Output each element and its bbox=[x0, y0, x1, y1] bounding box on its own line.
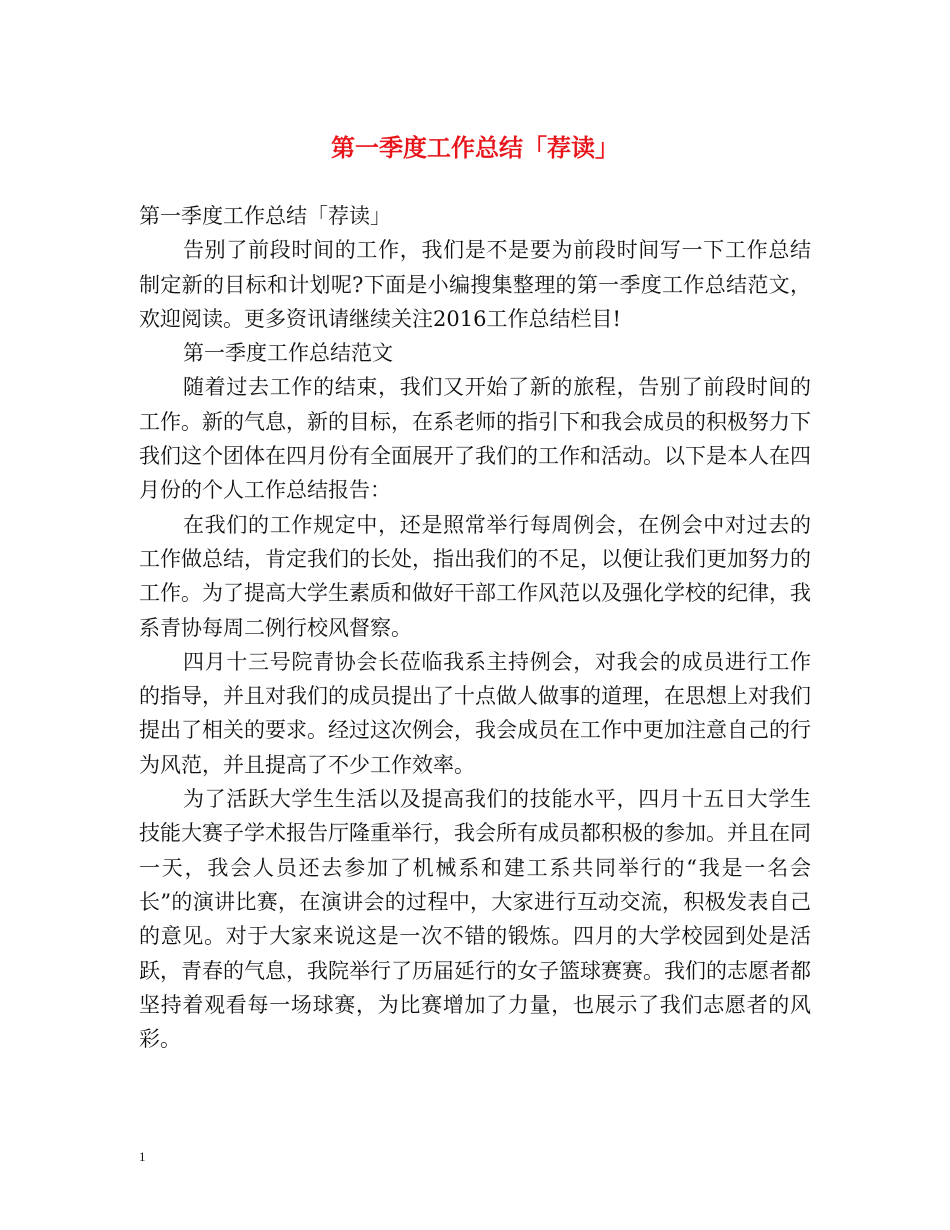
paragraph-body: 为了活跃大学生生活以及提高我们的技能水平，四月十五日大学生技能大赛子学术报告厅隆重举行，我会所有成员都积极的参加。并且在同一天，我会人员还去参加了机械系和建工系共同举行的“我是一名会长”的演讲比赛，在演讲会的过程中，大家进行互动交流，积极发表自己的意见。对于大家来说这是一次不错的锻炼。四月的大学校园到处是活跃，青春的气息，我院举行了历届延行的女子篮球赛赛。我们的志愿者都坚持着观看每一场球赛，为比赛增加了力量，也展示了我们志愿者的风彩。 bbox=[139, 787, 811, 1052]
document-title: 第一季度工作总结「荐读」 bbox=[331, 133, 619, 162]
paragraph-subtitle: 第一季度工作总结范文 bbox=[183, 341, 393, 366]
paragraph-heading: 第一季度工作总结「荐读」 bbox=[139, 204, 391, 228]
document-body bbox=[139, 199, 811, 1056]
paragraph-body: 在我们的工作规定中，还是照常举行每周例会，在例会中对过去的工作做总结，肯定我们的长处，指出我们的不足，以便让我们更加努力的工作。为了提高大学生素质和做好干部工作风范以及强化学校的纪律，我系青协每周二例行校风督察。 bbox=[139, 512, 811, 640]
page-number: 1 bbox=[139, 1149, 146, 1164]
paragraph-body: 四月十三号院青协会长莅临我系主持例会，对我会的成员进行工作的指导，并且对我们的成员提出了十点做人做事的道理，在思想上对我们提出了相关的要求。经过这次例会，我会成员在工作中更加注意自己的行为风范，并且提高了不少工作效率。 bbox=[139, 649, 811, 777]
paragraph-body: 随着过去工作的结束，我们又开始了新的旅程，告别了前段时间的工作。新的气息，新的目标，在系老师的指引下和我会成员的积极努力下我们这个团体在四月份有全面展开了我们的工作和活动。以下是本人在四月份的个人工作总结报告： bbox=[139, 375, 811, 503]
paragraph-intro: 告别了前段时间的工作，我们是不是要为前段时间写一下工作总结制定新的目标和计划呢?下面是小编搜集整理的第一季度工作总结范文，欢迎阅读。更多资讯请继续关注2016工作总结栏目! bbox=[139, 238, 811, 331]
